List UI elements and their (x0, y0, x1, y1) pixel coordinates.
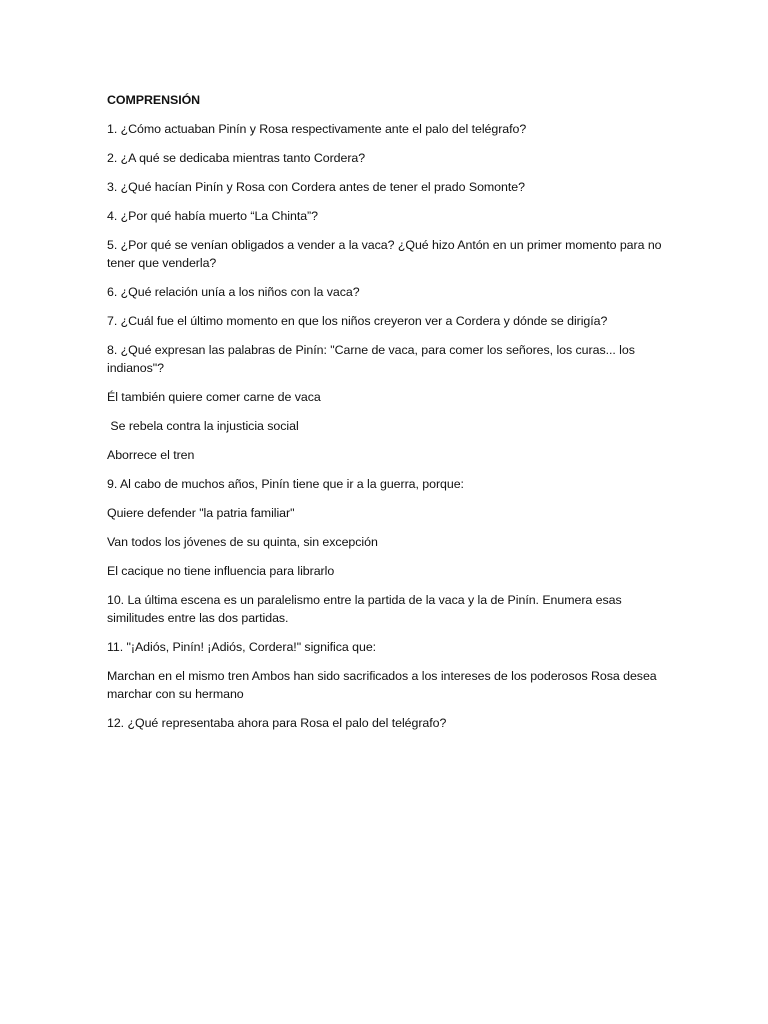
answer-option-9a: Quiere defender "la patria familiar" (107, 506, 295, 520)
question-12: 12. ¿Qué representaba ahora para Rosa el palo del telégrafo? (107, 716, 447, 730)
question-2: 2. ¿A qué se dedicaba mientras tanto Cordera? (107, 151, 366, 165)
question-8: 8. ¿Qué expresan las palabras de Pinín: "Carne de vaca, para comer los señores, los curas... los indianos"? (107, 343, 639, 375)
answer-option-8a: Él también quiere comer carne de vaca (107, 390, 321, 404)
question-9: 9. Al cabo de muchos años, Pinín tiene que ir a la guerra, porque: (107, 477, 464, 491)
question-4: 4. ¿Por qué había muerto “La Chinta”? (107, 209, 318, 223)
question-6: 6. ¿Qué relación unía a los niños con la vaca? (107, 285, 360, 299)
document-body (107, 91, 667, 743)
question-10: 10. La última escena es un paralelismo entre la partida de la vaca y la de Pinín. Enumera esas similitudes entre las dos partidas. (107, 593, 626, 625)
answer-options-11: Marchan en el mismo tren Ambos han sido sacrificados a los intereses de los poderosos Rosa desea marchar con su hermano (107, 669, 661, 701)
page-title: COMPRENSIÓN (107, 93, 201, 107)
question-3: 3. ¿Qué hacían Pinín y Rosa con Cordera antes de tener el prado Somonte? (107, 180, 525, 194)
question-7: 7. ¿Cuál fue el último momento en que los niños creyeron ver a Cordera y dónde se dirigía? (107, 314, 608, 328)
question-11: 11. "¡Adiós, Pinín! ¡Adiós, Cordera!" significa que: (107, 640, 377, 654)
answer-option-8b: Se rebela contra la injusticia social (107, 419, 299, 433)
question-1: 1. ¿Cómo actuaban Pinín y Rosa respectivamente ante el palo del telégrafo? (107, 122, 527, 136)
answer-option-8c: Aborrece el tren (107, 448, 195, 462)
answer-option-9c: El cacique no tiene influencia para librarlo (107, 564, 335, 578)
answer-option-9b: Van todos los jóvenes de su quinta, sin excepción (107, 535, 378, 549)
question-5: 5. ¿Por qué se venían obligados a vender a la vaca? ¿Qué hizo Antón en un primer momento para no tener que venderla? (107, 238, 665, 270)
